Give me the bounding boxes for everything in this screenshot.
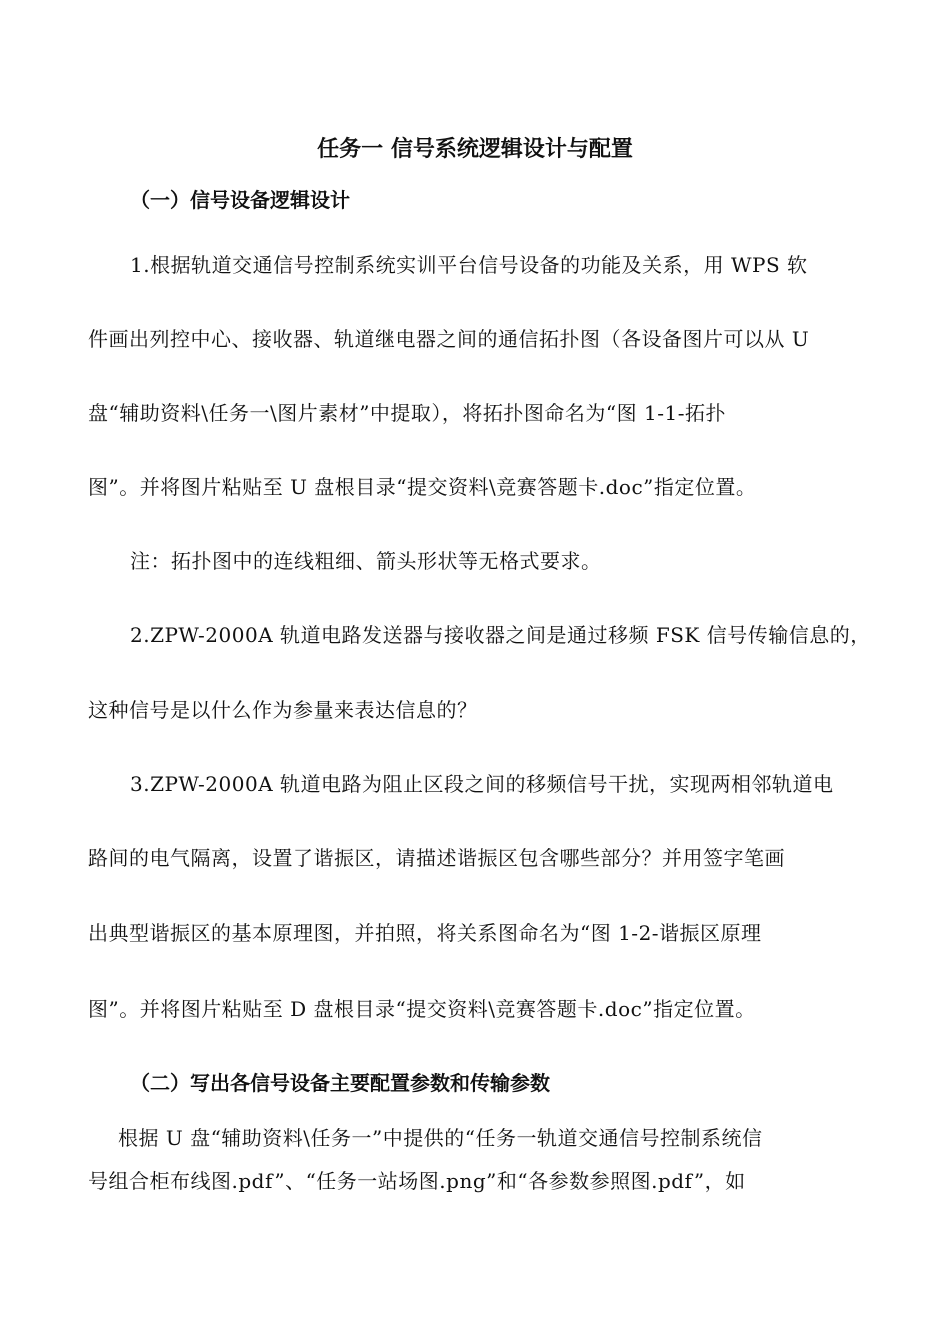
item-3-line-2: 路间的电气隔离，设置了谐振区，请描述谐振区包含哪些部分？并用签字笔画	[88, 846, 785, 870]
item-2-line-1: 2.ZPW-2000A 轨道电路发送器与接收器之间是通过移频 FSK 信号传输信息的，	[130, 623, 871, 647]
section-2-heading: （二）写出各信号设备主要配置参数和传输参数	[130, 1071, 550, 1095]
item-3-line-4: 图”。并将图片粘贴至 D 盘根目录“提交资料\竞赛答题卡.doc”指定位置。	[88, 997, 756, 1021]
item-3-line-3: 出典型谐振区的基本原理图，并拍照，将关系图命名为“图 1-2-谐振区原理	[88, 921, 762, 945]
item-2-line-2: 这种信号是以什么作为参量来表达信息的？	[88, 698, 478, 722]
section-2-para-line-1: 根据 U 盘“辅助资料\任务一”中提供的“任务一轨道交通信号控制系统信	[118, 1126, 763, 1150]
item-1-line-1: 1.根据轨道交通信号控制系统实训平台信号设备的功能及关系，用 WPS 软	[130, 253, 808, 277]
item-1-line-2: 件画出列控中心、接收器、轨道继电器之间的通信拓扑图（各设备图片可以从 U	[88, 327, 810, 351]
item-1-line-3: 盘“辅助资料\任务一\图片素材”中提取），将拓扑图命名为“图 1-1-拓扑	[88, 401, 726, 425]
item-3-line-1: 3.ZPW-2000A 轨道电路为阻止区段之间的移频信号干扰，实现两相邻轨道电	[130, 772, 834, 796]
section-1-heading: （一）信号设备逻辑设计	[130, 188, 350, 212]
item-1-line-4: 图”。并将图片粘贴至 U 盘根目录“提交资料\竞赛答题卡.doc”指定位置。	[88, 475, 757, 499]
section-2-para-line-2: 号组合柜布线图.pdf”、“任务一站场图.png”和“各参数参照图.pdf”，如	[88, 1169, 746, 1193]
note-line: 注：拓扑图中的连线粗细、箭头形状等无格式要求。	[130, 549, 602, 573]
page-title: 任务一 信号系统逻辑设计与配置	[317, 137, 633, 162]
